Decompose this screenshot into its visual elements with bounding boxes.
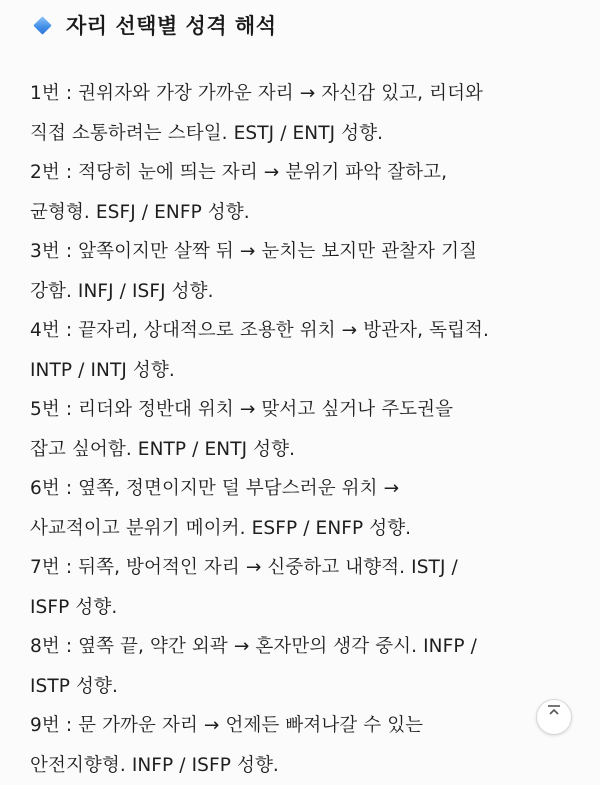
text-line-6-1: 6번 : 옆쪽, 정면이지만 덜 부담스러운 위치 → bbox=[30, 469, 592, 509]
text-line-6-2: 사교적이고 분위기 메이커. ESFP / ENFP 성향. bbox=[30, 509, 592, 549]
text-line-1-1: 1번 : 권위자와 가장 가까운 자리 → 자신감 있고, 리더와 bbox=[30, 74, 592, 114]
text-line-9-2: 안전지향형. INFP / ISFP 성향. bbox=[30, 746, 592, 785]
text-line-3-1: 3번 : 앞쪽이지만 살짝 뒤 → 눈치는 보지만 관찰자 기질 bbox=[30, 232, 592, 272]
page-title: 자리 선택별 성격 해석 bbox=[66, 10, 277, 40]
scroll-to-top-button[interactable] bbox=[536, 699, 572, 735]
text-line-7-2: ISFP 성향. bbox=[30, 588, 592, 628]
text-line-8-1: 8번 : 옆쪽 끝, 약간 외곽 → 혼자만의 생각 중시. INFP / bbox=[30, 627, 592, 667]
scroll-up-icon bbox=[547, 705, 561, 717]
text-line-2-1: 2번 : 적당히 눈에 띄는 자리 → 분위기 파악 잘하고, bbox=[30, 153, 592, 193]
blue-diamond-icon bbox=[33, 16, 51, 34]
text-line-3-2: 강함. INFJ / ISFJ 성향. bbox=[30, 272, 592, 312]
text-body bbox=[30, 74, 592, 785]
text-line-5-1: 5번 : 리더와 정반대 위치 → 맞서고 싶거나 주도권을 bbox=[30, 390, 592, 430]
text-line-7-1: 7번 : 뒤쪽, 방어적인 자리 → 신중하고 내향적. ISTJ / bbox=[30, 548, 592, 588]
text-line-1-2: 직접 소통하려는 스타일. ESTJ / ENTJ 성향. bbox=[30, 114, 592, 154]
text-line-5-2: 잡고 싶어함. ENTP / ENTJ 성향. bbox=[30, 430, 592, 470]
text-line-4-1: 4번 : 끝자리, 상대적으로 조용한 위치 → 방관자, 독립적. bbox=[30, 311, 592, 351]
heading bbox=[33, 10, 277, 40]
text-line-4-2: INTP / INTJ 성향. bbox=[30, 351, 592, 391]
text-line-2-2: 균형형. ESFJ / ENFP 성향. bbox=[30, 193, 592, 233]
text-line-9-1: 9번 : 문 가까운 자리 → 언제든 빠져나갈 수 있는 bbox=[30, 706, 592, 746]
text-line-8-2: ISTP 성향. bbox=[30, 667, 592, 707]
